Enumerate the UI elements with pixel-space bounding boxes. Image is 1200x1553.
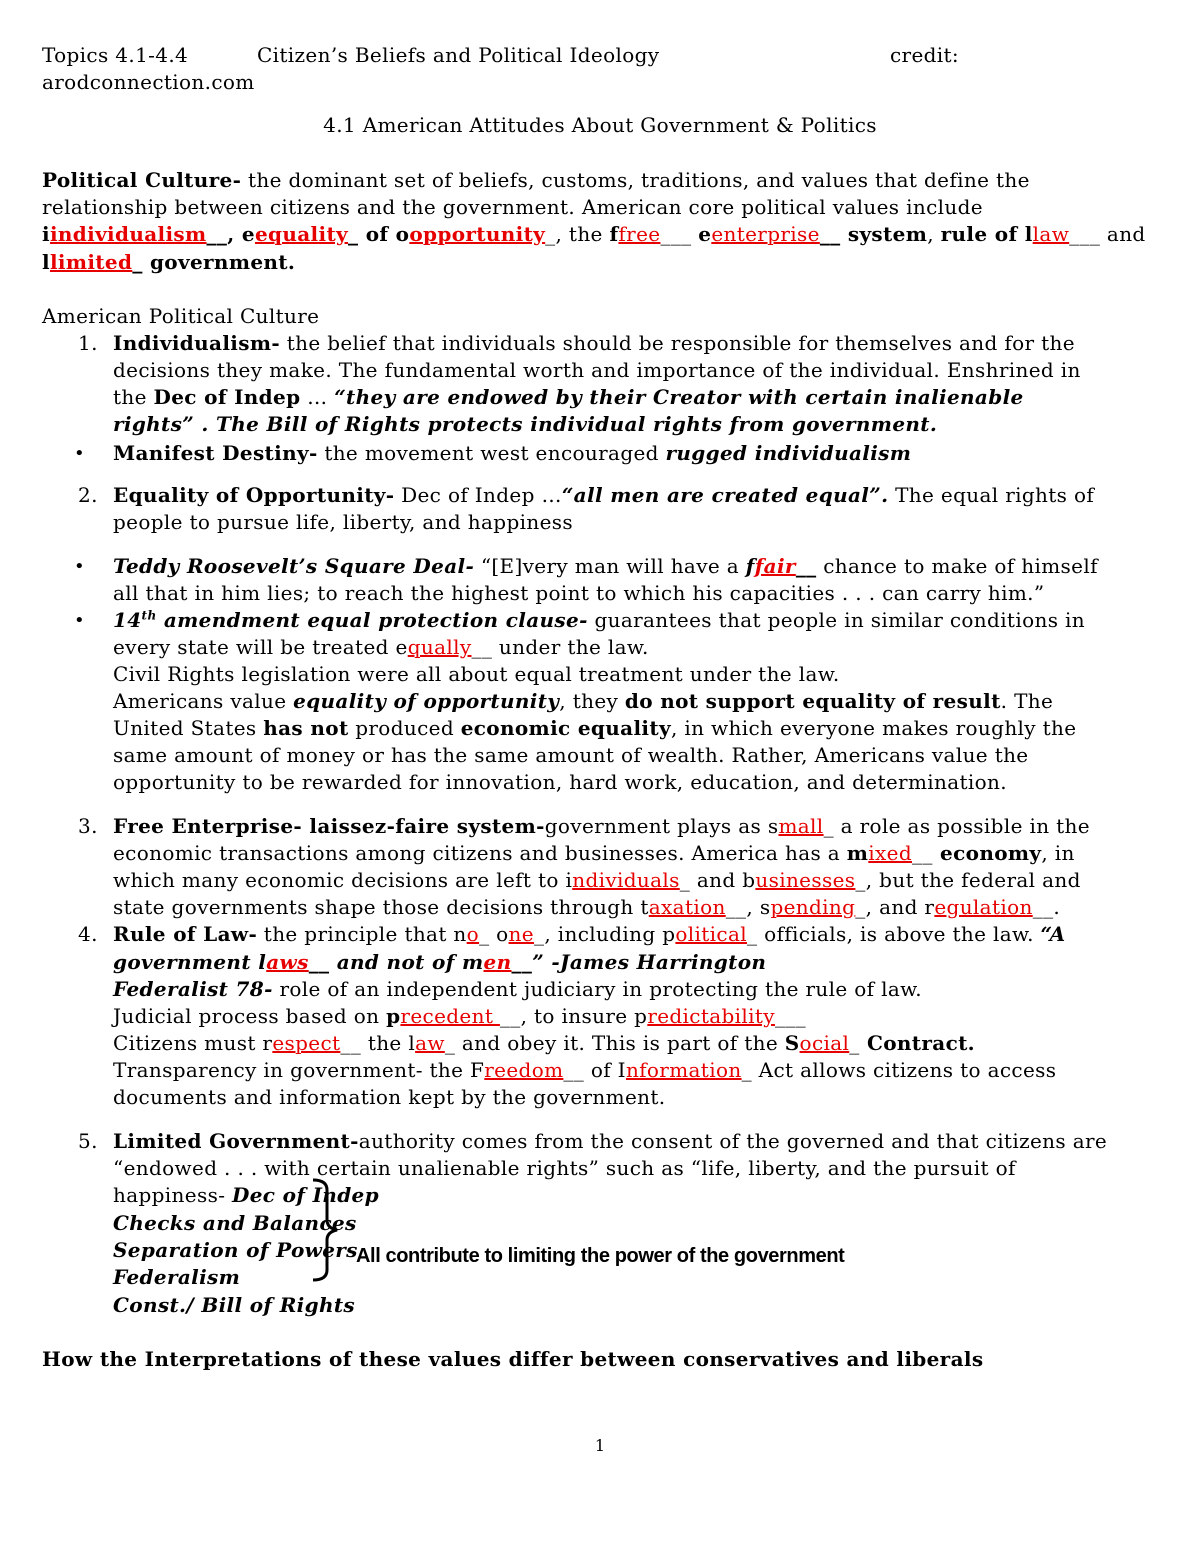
item-3-line-2: economic transactions among citizens and businesses. America has a mixed__ economy, in: [113, 841, 1075, 865]
bracket-note: All contribute to limiting the power of the government: [356, 1245, 845, 1267]
item-3-line-3: which many economic decisions are left to individuals_ and businesses_, but the federal and: [113, 868, 1081, 892]
fill-limited: limited: [49, 250, 133, 274]
header-credit: credit:: [890, 43, 960, 67]
item-2-number: 2.: [78, 483, 98, 507]
item-2-line-2: people to pursue life, liberty, and happiness: [113, 510, 573, 534]
closing-heading: How the Interpretations of these values differ between conservatives and liberals: [42, 1347, 984, 1371]
bullet-14th-line-2: every state will be treated equally__ under the law.: [113, 635, 649, 659]
fill-law-2: aw: [415, 1031, 445, 1055]
fill-social: ocial: [799, 1031, 850, 1055]
fill-freedom: reedom: [484, 1058, 564, 1082]
fill-individuals: ndividuals: [572, 868, 680, 892]
equality-para-line-1: Americans value equality of opportunity, they do not support equality of result. The: [113, 689, 1054, 713]
fill-men: en: [483, 950, 512, 974]
item-3-line-4: state governments shape those decisions through taxation__, spending_, and regulation__.: [113, 895, 1061, 919]
political-culture-term: Political Culture-: [42, 168, 242, 192]
item-1-number: 1.: [78, 331, 98, 355]
item-4-line-2: government laws__ and not of men__” -James Harrington: [113, 950, 767, 974]
header-topics: Topics 4.1-4.4: [42, 43, 189, 67]
fill-law: law: [1032, 222, 1070, 246]
section-title: 4.1 American Attitudes About Government & Politics: [323, 113, 877, 137]
equality-para-line-2: United States has not produced economic equality, in which everyone makes roughly the: [113, 716, 1077, 740]
fill-taxation: axation: [648, 895, 726, 919]
fill-one: ne: [508, 922, 534, 946]
item-4-number: 4.: [78, 922, 98, 946]
heading-american-political-culture: American Political Culture: [42, 304, 320, 328]
fill-spending: pending: [770, 895, 856, 919]
bullet-roosevelt-line-1: Teddy Roosevelt’s Square Deal- “[E]very man will have a ffair__ chance to make of himself: [113, 554, 1098, 578]
intro-line-3: iindividualism__, eequality_ of oopportunity_, the ffree___ eenterprise__ system, rule of llaw___ and: [42, 222, 1146, 246]
fill-fair: fair: [754, 554, 796, 578]
fill-regulation: egulation: [934, 895, 1033, 919]
transparency-line-1: Transparency in government- the Freedom__ of Information_ Act allows citizens to access: [113, 1058, 1057, 1082]
fill-no: o: [466, 922, 480, 946]
federalist-78-line: Federalist 78- role of an independent judiciary in protecting the rule of law.: [113, 977, 922, 1001]
list-separation-of-powers: Separation of Powers: [113, 1238, 358, 1262]
civil-rights-line: Civil Rights legislation were all about equal treatment under the law.: [113, 662, 840, 686]
list-federalism: Federalism: [113, 1265, 241, 1289]
header-title: Citizen’s Beliefs and Political Ideology: [257, 43, 660, 67]
list-checks-and-balances: Checks and Balances: [113, 1211, 357, 1235]
fill-small: mall: [778, 814, 824, 838]
equality-para-line-3: same amount of money or has the same amount of wealth. Rather, Americans value the: [113, 743, 1029, 767]
transparency-line-2: documents and information kept by the government.: [113, 1085, 666, 1109]
item-1-line-1: Individualism- the belief that individuals should be responsible for themselves and for the: [113, 331, 1075, 355]
fill-respect: espect: [272, 1031, 341, 1055]
fill-free: free: [618, 222, 661, 246]
doc-header: [42, 42, 188, 69]
bracket-annotation: [305, 1176, 355, 1286]
equality-para-line-4: opportunity to be rewarded for innovation, hard work, education, and determination.: [113, 770, 1007, 794]
bullet-icon: •: [74, 610, 85, 631]
list-dec-of-indep: Dec of Indep: [232, 1183, 379, 1207]
intro-line-1: Political Culture- the dominant set of beliefs, customs, traditions, and values that define the: [42, 168, 1030, 192]
fill-information: nformation: [625, 1058, 742, 1082]
judicial-process-line: Judicial process based on precedent __, to insure predictability___: [113, 1004, 807, 1028]
fill-enterprise: enterprise: [711, 222, 820, 246]
item-4-line-1: Rule of Law- the principle that no_ one_, including political_ officials, is above the law. “A: [113, 922, 1066, 946]
fill-predictability: redictability: [647, 1004, 775, 1028]
fill-opportunity: opportunity: [409, 222, 546, 246]
intro-line-4: llimited_ government.: [42, 250, 296, 274]
page-number: 1: [594, 1436, 606, 1455]
fill-laws: aws: [266, 950, 309, 974]
item-3-number: 3.: [78, 814, 98, 838]
list-const-bill-of-rights: Const./ Bill of Rights: [113, 1293, 356, 1317]
header-site: arodconnection.com: [42, 70, 255, 94]
citizens-line: Citizens must respect__ the law_ and obey it. This is part of the Social_ Contract.: [113, 1031, 975, 1055]
item-5-line-1: Limited Government-authority comes from the consent of the governed and that citizens are: [113, 1129, 1108, 1153]
fill-individualism: individualism: [49, 222, 207, 246]
bullet-roosevelt-line-2: all that in him lies; to reach the highest point to which his capacities . . . can carry him.”: [113, 581, 1045, 605]
intro-line-2: relationship between citizens and the government. American core political values include: [42, 195, 983, 219]
bullet-icon: •: [74, 443, 85, 464]
item-5-number: 5.: [78, 1129, 98, 1153]
fill-equality: equality: [254, 222, 349, 246]
item-1-line-2: decisions they make. The fundamental worth and importance of the individual. Enshrined in: [113, 358, 1081, 382]
fill-political: olitical: [675, 922, 747, 946]
bullet-icon: •: [74, 556, 85, 577]
item-2-line-1: Equality of Opportunity- Dec of Indep …“all men are created equal”. The equal rights of: [113, 483, 1095, 507]
item-3-line-1: Free Enterprise- laissez-faire system-government plays as small_ a role as possible in the: [113, 814, 1090, 838]
item-1-line-3: the Dec of Indep … “they are endowed by their Creator with certain inalienable: [113, 385, 1024, 409]
item-5-line-2: “endowed . . . with certain unalienable rights” such as “life, liberty, and the pursuit of: [113, 1156, 1016, 1180]
fill-mixed: ixed: [868, 841, 913, 865]
bullet-14th-line-1: 14th amendment equal protection clause- guarantees that people in similar conditions in: [113, 608, 1085, 632]
bullet-manifest-destiny: Manifest Destiny- the movement west encouraged rugged individualism: [113, 441, 912, 465]
item-1-line-4: rights” . The Bill of Rights protects individual rights from government.: [113, 412, 938, 436]
fill-businesses: usinesses: [755, 868, 856, 892]
fill-equally: qually: [407, 635, 472, 659]
item-5-line-3: happiness- Dec of Indep: [113, 1183, 379, 1207]
fill-precedent: recedent: [400, 1004, 500, 1028]
